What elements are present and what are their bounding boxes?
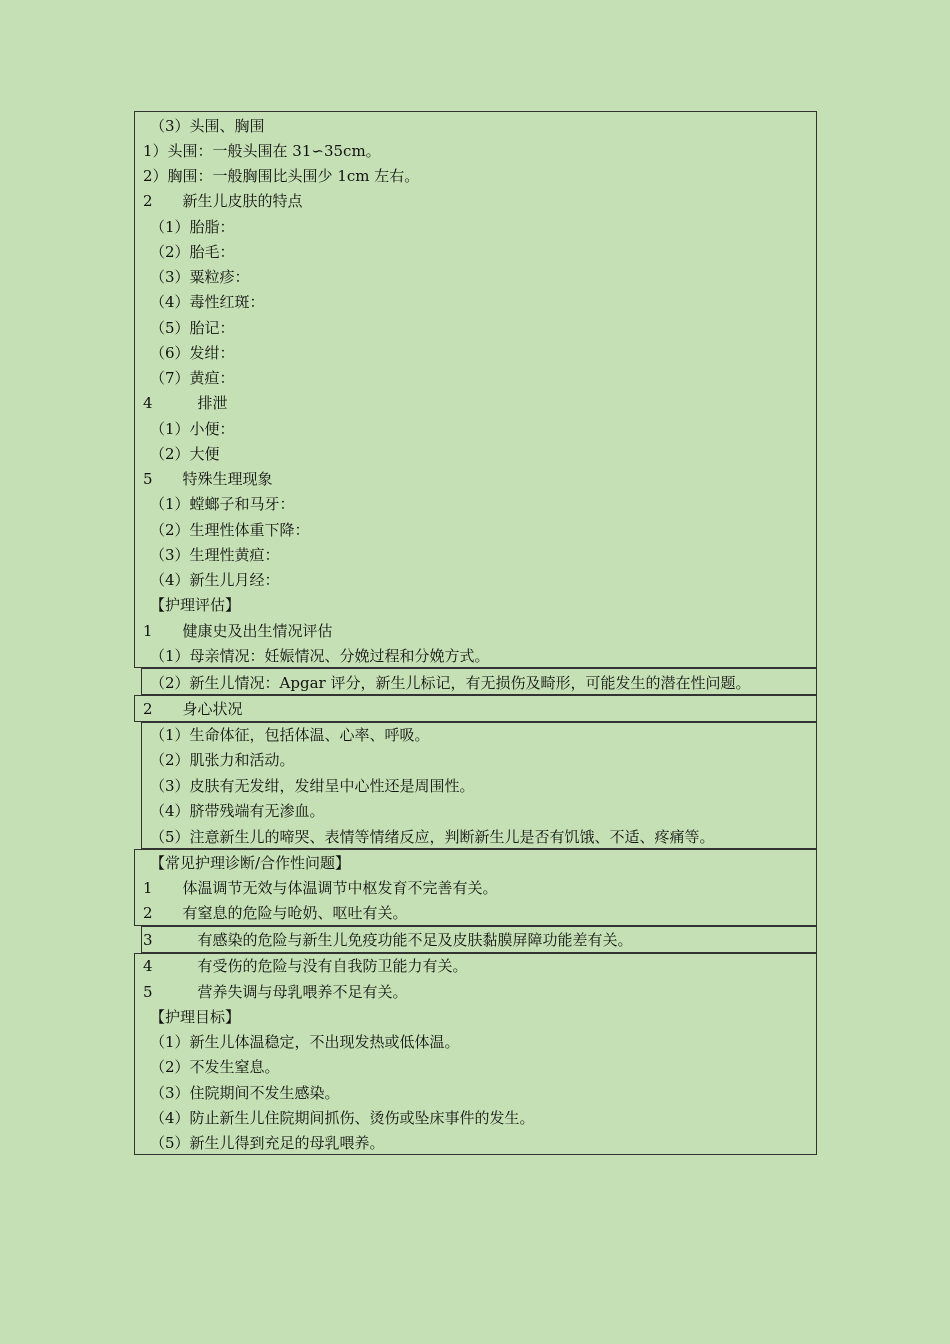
text-line: （7）黄疸： (150, 369, 235, 387)
text-line: （5）新生儿得到充足的母乳喂养。 (150, 1134, 385, 1152)
text-line: （4）毒性红斑： (150, 293, 265, 311)
text-line: （4）防止新生儿住院期间抓伤、烫伤或坠床事件的发生。 (150, 1109, 535, 1127)
text-line: 5 特殊生理现象 (143, 470, 273, 488)
text-line: （4）脐带残端有无渗血。 (150, 802, 325, 820)
text-line: （5）胎记： (150, 319, 235, 337)
text-line: （2）大便 (150, 445, 220, 463)
text-line: （5）注意新生儿的啼哭、表情等情绪反应，判断新生儿是否有饥饿、不适、疼痛等。 (150, 828, 715, 846)
text-line: 1）头围：一般头围在 31∽35cm。 (143, 142, 381, 160)
text-line: （4）新生儿月经： (150, 571, 280, 589)
text-line: 5 营养失调与母乳喂养不足有关。 (143, 983, 408, 1001)
text-line: 4 排泄 (143, 394, 228, 412)
text-line: （3）皮肤有无发绀，发绀呈中心性还是周围性。 (150, 777, 475, 795)
text-line: （2）不发生窒息。 (150, 1058, 280, 1076)
section-heading: 【护理目标】 (150, 1008, 241, 1026)
text-line: （2）肌张力和活动。 (150, 751, 295, 769)
text-line: 2 新生儿皮肤的特点 (143, 192, 303, 210)
section-heading: 【护理评估】 (150, 596, 241, 614)
text-line: 3 有感染的危险与新生儿免疫功能不足及皮肤黏膜屏障功能差有关。 (143, 931, 633, 949)
section-heading: 【常见护理诊断/合作性问题】 (150, 854, 351, 872)
text-line: 1 健康史及出生情况评估 (143, 622, 333, 640)
text-line: （3）生理性黄疸： (150, 546, 280, 564)
text-line: （3）住院期间不发生感染。 (150, 1084, 340, 1102)
text-line: （1）小便： (150, 420, 235, 438)
text-line: 2 有窒息的危险与呛奶、呕吐有关。 (143, 904, 408, 922)
text-line: （1）生命体征，包括体温、心率、呼吸。 (150, 726, 430, 744)
text-line: 2）胸围：一般胸围比头围少 1cm 左右。 (143, 167, 420, 185)
text-line: （1）新生儿体温稳定，不出现发热或低体温。 (150, 1033, 460, 1051)
text-line: （2）新生儿情况：Apgar 评分，新生儿标记，有无损伤及畸形，可能发生的潜在性问题。 (150, 674, 751, 692)
text-line: （3）头围、胸围 (150, 117, 265, 135)
text-line: （3）粟粒疹： (150, 268, 250, 286)
text-line: 2 身心状况 (143, 700, 243, 718)
text-line: （1）螳螂子和马牙： (150, 495, 295, 513)
text-line: （2）胎毛： (150, 243, 235, 261)
text-line: （1）胎脂： (150, 218, 235, 236)
text-line: 4 有受伤的危险与没有自我防卫能力有关。 (143, 957, 468, 975)
text-line: （1）母亲情况：妊娠情况、分娩过程和分娩方式。 (150, 647, 490, 665)
text-line: （2）生理性体重下降： (150, 521, 310, 539)
text-line: （6）发绀： (150, 344, 235, 362)
text-line: 1 体温调节无效与体温调节中枢发育不完善有关。 (143, 879, 498, 897)
